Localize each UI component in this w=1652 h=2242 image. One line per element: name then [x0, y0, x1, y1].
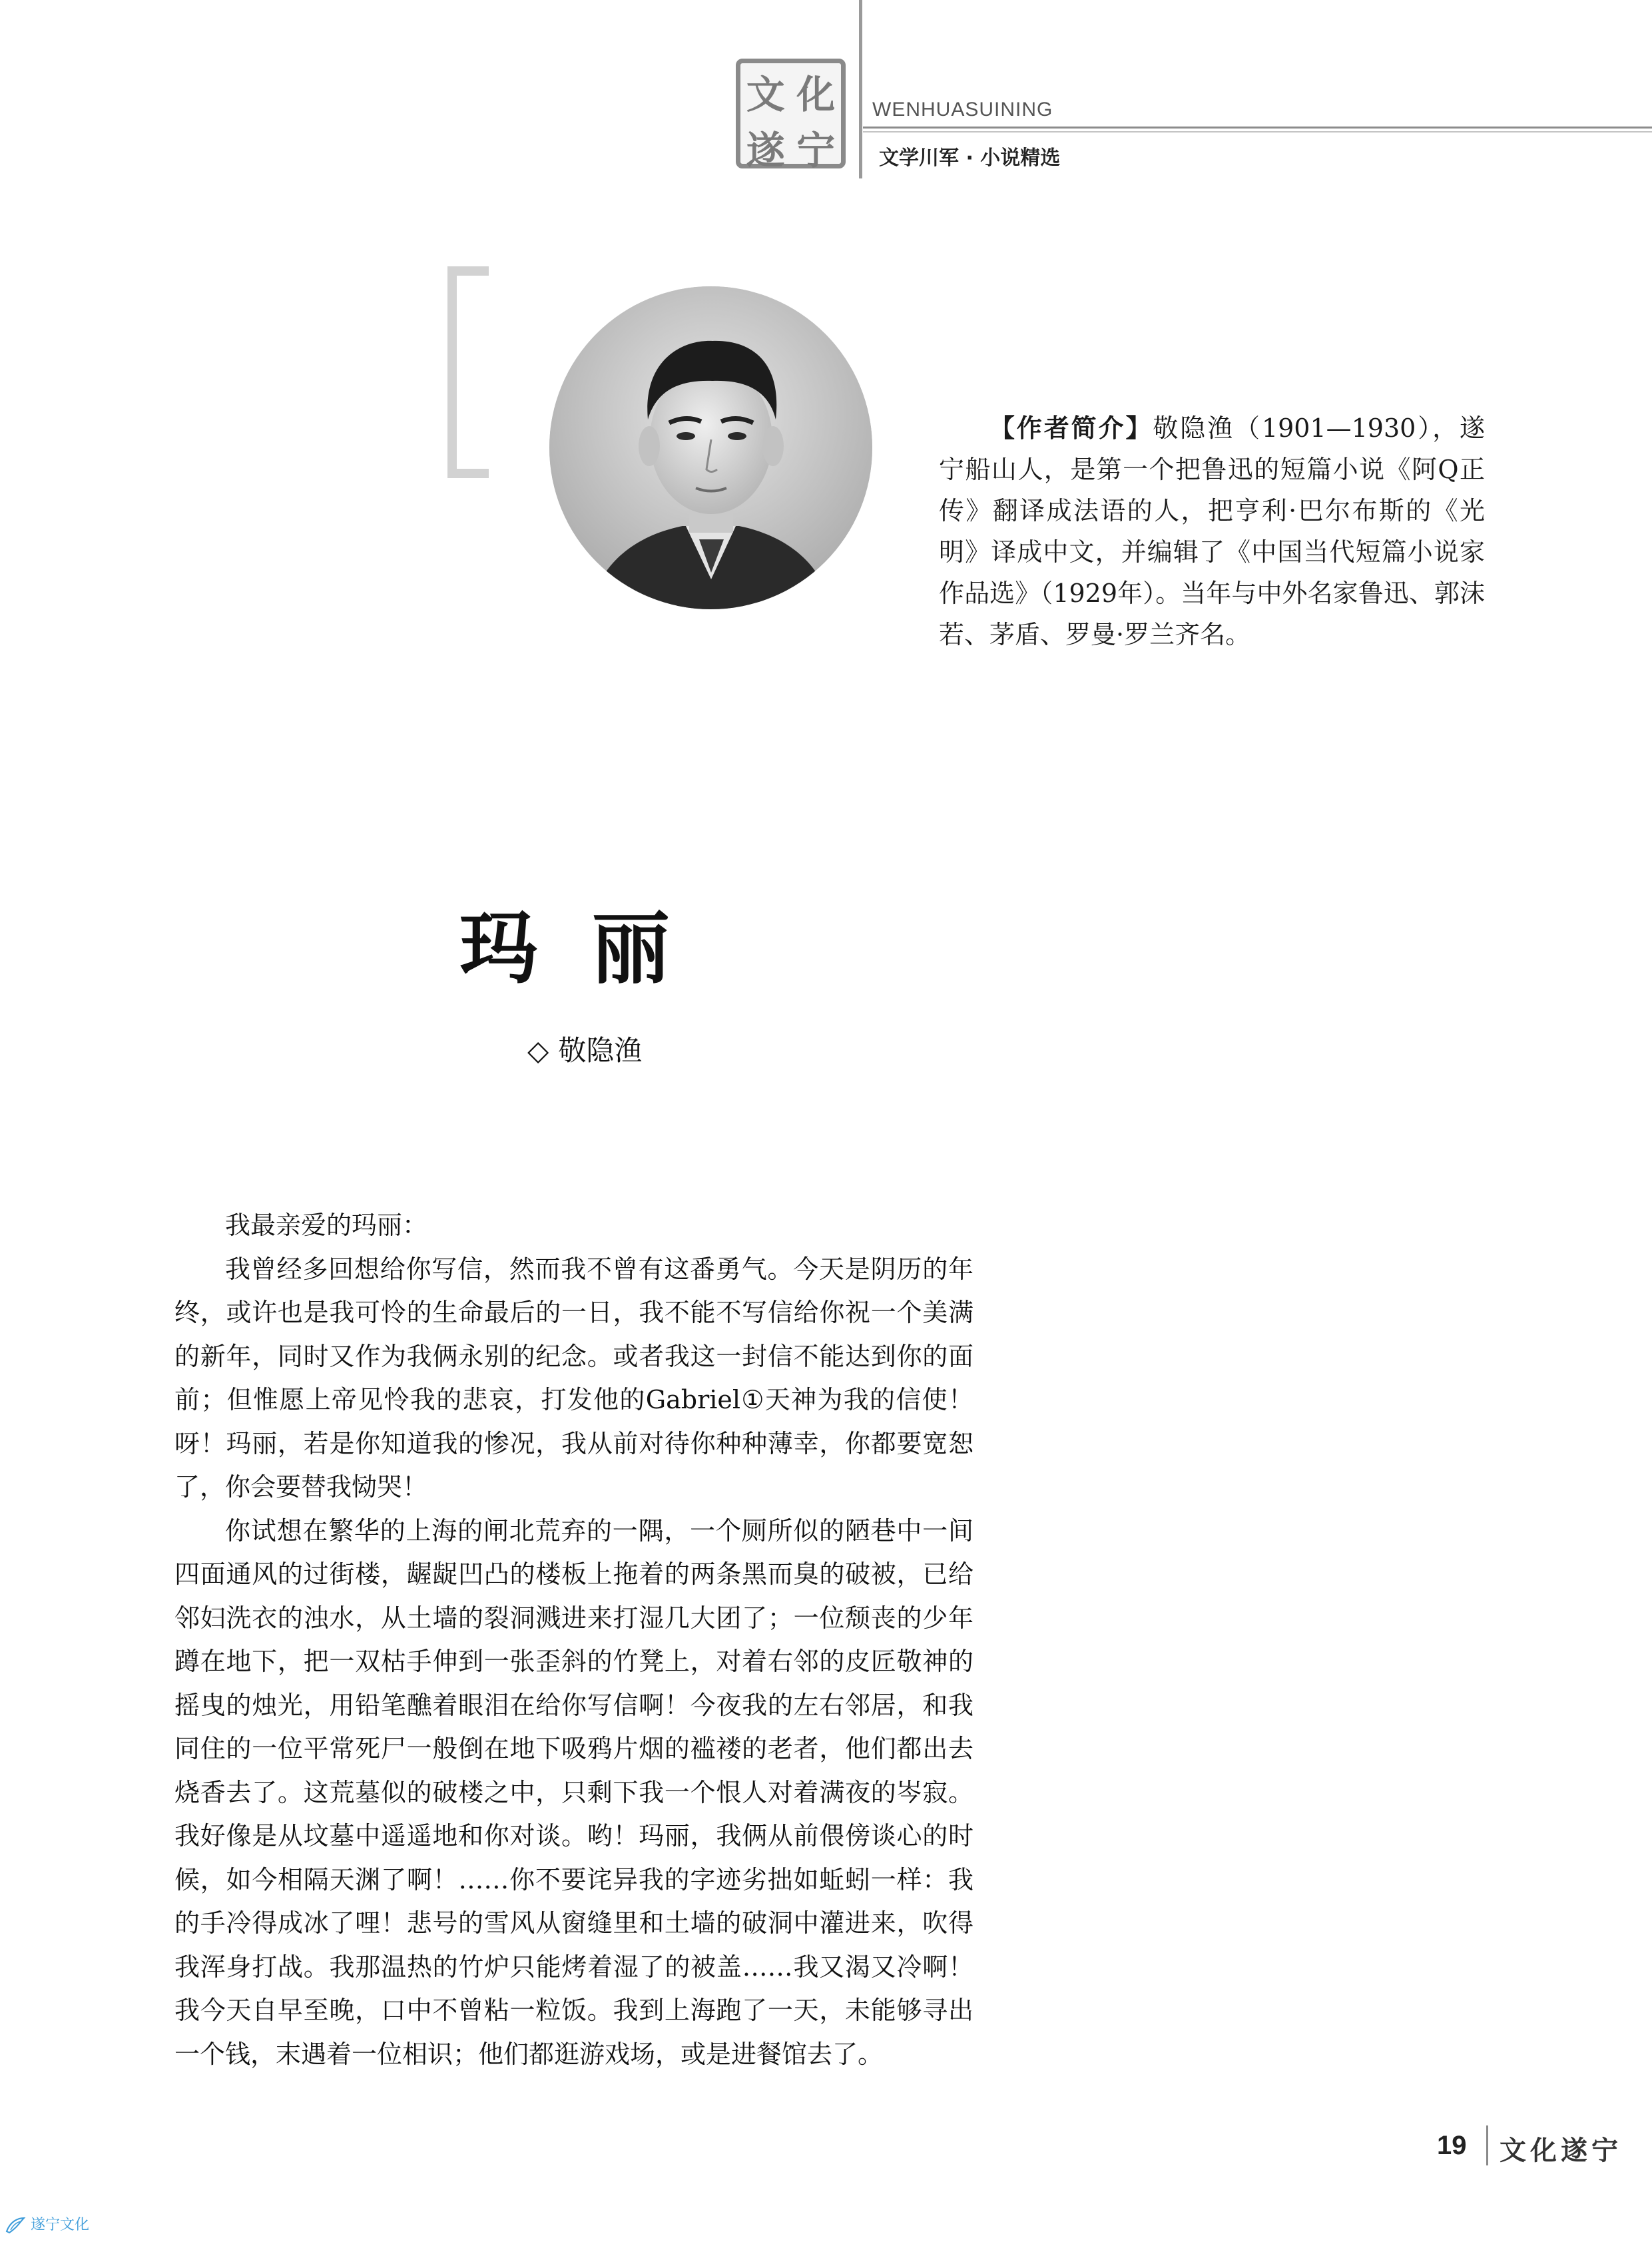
seal-char: 化: [796, 72, 836, 117]
footer-separator: [1486, 2125, 1488, 2165]
article-body: [174, 1204, 973, 2076]
seal-char: 宁: [796, 128, 836, 173]
author-portrait: [549, 286, 872, 609]
watermark-text: 遂宁文化: [31, 2217, 90, 2233]
site-watermark-logo: [4, 2212, 137, 2239]
magazine-brand: WENHUASUINING: [872, 99, 1053, 121]
diamond-icon: ◇: [527, 1034, 549, 1067]
author-name: 敬隐渔: [558, 1034, 643, 1067]
article-title: 玛丽: [459, 903, 724, 995]
header-vertical-rule: [859, 0, 862, 178]
portrait-illustration: [549, 286, 872, 609]
intro-text: 敬隐渔（1901—1930），遂宁船山人，是第一个把鲁迅的短篇小说《阿Q正传》翻译成法语的人，把亨利·巴尔布斯的《光明》译成中文，并编辑了《中国当代短篇小说家作品选》（1929年）。当年与中外名家鲁迅、郭沫若、茅盾、罗曼·罗兰齐名。: [939, 414, 1485, 649]
byline: [527, 1029, 642, 1069]
page-number: 19: [1437, 2131, 1467, 2160]
wing-icon: [4, 2214, 27, 2237]
intro-label: 【作者简介】: [989, 414, 1153, 443]
seal-char: 遂: [746, 128, 785, 173]
magazine-seal-logo: [736, 59, 846, 173]
seal-char: 文: [746, 72, 785, 117]
header-rule: [863, 127, 1652, 129]
author-introduction: [939, 408, 1485, 655]
body-paragraph: 我曾经多回想给你写信，然而我不曾有这番勇气。今天是阴历的年终，或许也是我可怜的生命最后的一日，我不能不写信给你祝一个美满的新年，同时又作为我俩永别的纪念。或者我这一封信不能达到你的面前；但惟愿上帝见怜我的悲哀，打发他的Gabriel①天神为我的信使！呀！玛丽，若是你知道我的惨况，我从前对待你种种薄幸，你都要宽恕了，你会要替我恸哭！: [174, 1254, 973, 1502]
body-paragraph: 你试想在繁华的上海的闸北荒弃的一隅，一个厕所似的陋巷中一间四面通风的过街楼，龌龊凹凸的楼板上拖着的两条黑而臭的破被，已给邻妇洗衣的浊水，从土墙的裂洞溅进来打湿几大团了；一位颓丧的少年蹲在地下，把一双枯手伸到一张歪斜的竹凳上，对着右邻的皮匠敬神的摇曳的烛光，用铅笔醮着眼泪在给你写信啊！今夜我的左右邻居，和我同住的一位平常死尸一般倒在地下吸鸦片烟的褴褛的老者，他们都出去烧香去了。这荒墓似的破楼之中，只剩下我一个恨人对着满夜的岑寂。我好像是从坟墓中遥遥地和你对谈。哟！玛丽，我俩从前偎傍谈心的时候，如今相隔天渊了啊！……你不要诧异我的字迹劣拙如蚯蚓一样：我的手冷得成冰了哩！悲号的雪风从窗缝里和土墙的破洞中灌进来，吹得我浑身打战。我那温热的竹炉只能烤着湿了的被盖……我又渴又冷啊！我今天自早至晚，口中不曾粘一粒饭。我到上海跑了一天，未能够寻出一个钱，末遇着一位相识；他们都逛游戏场，或是进餐馆去了。: [174, 1516, 973, 2069]
header-rule-secondary: [863, 131, 1652, 133]
body-paragraph: 我最亲爱的玛丽：: [225, 1211, 428, 1240]
footer-brand: 文化遂宁: [1500, 2135, 1622, 2166]
section-title: 文学川军 · 小说精选: [879, 146, 1061, 170]
decorative-bracket: [447, 266, 489, 478]
